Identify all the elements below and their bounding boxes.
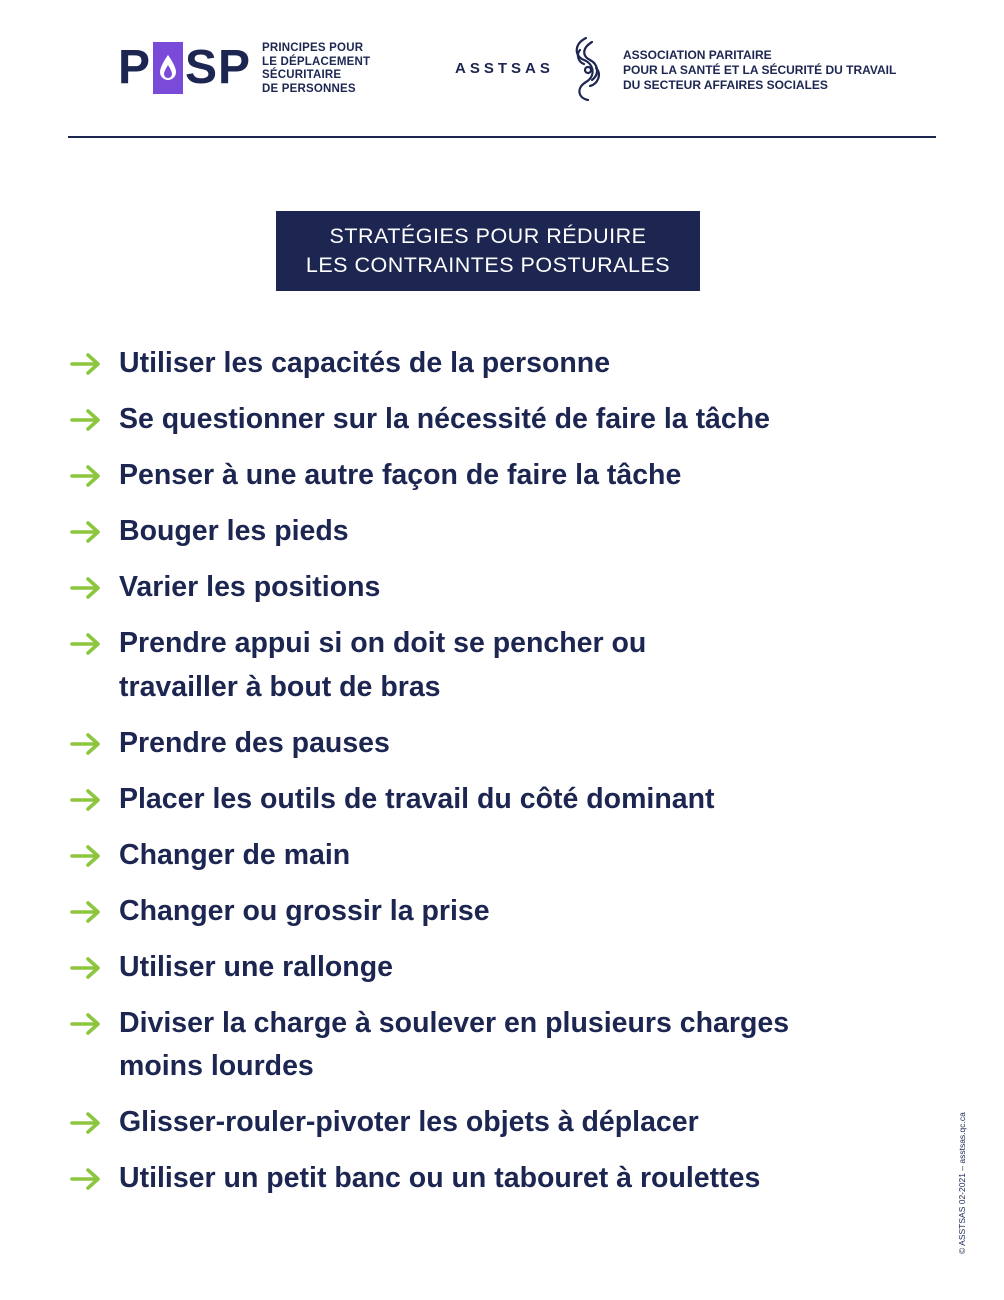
list-item-text: Penser à une autre façon de faire la tâche — [119, 459, 682, 491]
arrow-right-icon — [70, 352, 102, 376]
pdsp-logo-letter-p: P — [118, 41, 152, 94]
page-title-banner — [276, 211, 700, 291]
asstsas-description-line: DU SECTEUR AFFAIRES SOCIALES — [623, 78, 828, 92]
list-item — [70, 1101, 930, 1145]
arrow-right-icon — [70, 464, 102, 488]
list-item-text: Utiliser un petit banc ou un tabouret à roulettes — [119, 1162, 761, 1194]
list-item-text: Utiliser les capacités de la personne — [119, 347, 611, 379]
asstsas-description-line: POUR LA SANTÉ ET LA SÉCURITÉ DU TRAVAIL — [623, 63, 897, 77]
pdsp-description-line: PRINCIPES POUR — [262, 42, 364, 54]
arrow-right-icon — [70, 632, 102, 656]
list-item-text: Placer les outils de travail du côté dominant — [119, 782, 715, 815]
asstsas-wordmark: ASSTSAS — [455, 60, 554, 77]
arrow-right-icon — [70, 408, 102, 432]
arrow-right-icon — [70, 520, 102, 544]
list-item — [70, 890, 930, 934]
page-title-line: STRATÉGIES POUR RÉDUIRE — [329, 224, 647, 248]
list-item — [70, 398, 930, 442]
list-item — [70, 454, 930, 498]
pdsp-drop-icon — [153, 42, 183, 94]
pdsp-logo — [118, 42, 251, 94]
list-item-text: Varier les positions — [119, 571, 381, 603]
list-item-text: Se questionner sur la nécessité de faire la tâche — [119, 403, 771, 435]
pdsp-description — [262, 42, 392, 96]
page-header — [0, 0, 1004, 140]
pdsp-description-line: LE DÉPLACEMENT — [262, 55, 371, 68]
arrow-right-icon — [70, 1012, 102, 1036]
list-item — [70, 342, 930, 386]
arrow-right-icon — [70, 1167, 102, 1191]
asstsas-description — [623, 48, 896, 93]
list-item-text: Changer de main — [119, 838, 351, 871]
arrow-right-icon — [70, 732, 102, 756]
arrow-right-icon — [70, 956, 102, 980]
arrow-right-icon — [70, 844, 102, 868]
copyright-notice: © ASSTSAS 02-2021 – asstsas.qc.ca — [957, 1112, 967, 1254]
list-item — [70, 566, 930, 610]
list-item — [70, 722, 930, 766]
asstsas-description-line: ASSOCIATION PARITAIRE — [623, 48, 772, 62]
arrow-right-icon — [70, 1111, 102, 1135]
arrow-right-icon — [70, 900, 102, 924]
list-item — [70, 778, 930, 822]
list-item — [70, 510, 930, 554]
asstsas-swirl-icon — [566, 34, 608, 104]
page-title-line: LES CONTRAINTES POSTURALES — [305, 253, 671, 277]
list-item-text: Changer ou grossir la prise — [119, 894, 490, 927]
pdsp-description-line: DE PERSONNES — [262, 82, 356, 95]
list-item-text: Glisser-rouler-pivoter les objets à déplacer — [119, 1106, 699, 1138]
arrow-right-icon — [70, 788, 102, 812]
list-item — [70, 1157, 930, 1201]
pdsp-description-line: SÉCURITAIRE — [262, 69, 342, 81]
arrow-right-icon — [70, 576, 102, 600]
list-item — [70, 622, 930, 709]
list-item-text: Utiliser une rallonge — [119, 950, 393, 983]
header-divider — [68, 136, 936, 138]
list-item-text: Diviser la charge à soulever en plusieurs charges moins lourdes — [119, 1006, 790, 1082]
list-item — [70, 834, 930, 878]
list-item — [70, 1002, 930, 1089]
pdsp-logo-letters-sp: SP — [185, 41, 252, 94]
list-item-text: Prendre des pauses — [119, 726, 390, 759]
list-item-text: Bouger les pieds — [119, 515, 349, 547]
strategy-list — [70, 342, 930, 1213]
list-item — [70, 946, 930, 990]
list-item-text: Prendre appui si on doit se pencher ou travailler à bout de bras — [119, 627, 647, 703]
